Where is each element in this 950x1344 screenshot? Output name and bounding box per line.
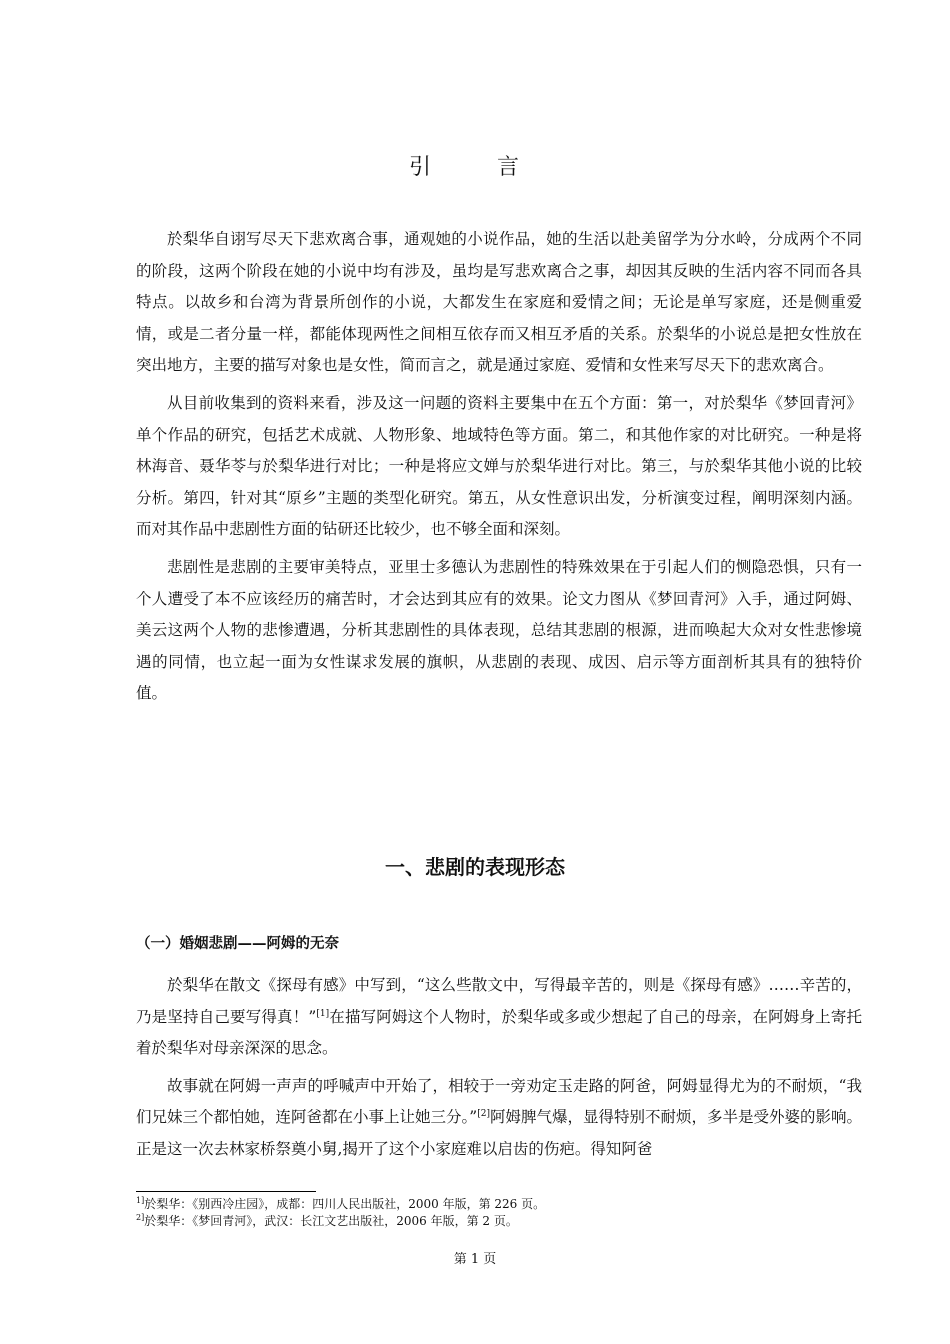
intro-paragraph: 从目前收集到的资料来看，涉及这一问题的资料主要集中在五个方面：第一，对於梨华《梦回青河》单个作品的研究，包括艺术成就、人物形象、地域特色等方面。第二，和其他作家的对比研究。一种是将林海音、聂华苓与於梨华进行对比；一种是将应文婵与於梨华进行对比。第三，与於梨华其他小说的比较分析。第四，针对其“原乡”主题的类型化研究。第五，从女性意识出发，分析演变过程，阐明深刻内涵。而对其作品中悲剧性方面的钻研还比较少，也不够全面和深刻。 bbox=[136, 393, 862, 539]
citation-ref[interactable]: [1] bbox=[316, 1008, 330, 1019]
footnote bbox=[136, 1196, 545, 1213]
paragraph-text: 故事就在阿姆一声声的呼喊声中开始了，相较于一旁劝定玉走路的阿爸，阿姆显得尤为的不耐烦，“我们兄妹三个都怕她，连阿爸都在小事上让她三分。” bbox=[136, 1076, 862, 1127]
footnote-mark: 1] bbox=[136, 1196, 145, 1205]
intro-paragraph: 於梨华自诩写尽天下悲欢离合事，通观她的小说作品，她的生活以赴美留学为分水岭，分成两个不同的阶段，这两个阶段在她的小说中均有涉及，虽均是写悲欢离合之事，却因其反映的生活内容不同而各具特点。以故乡和台湾为背景所创作的小说，大都发生在家庭和爱情之间；无论是单写家庭，还是侧重爱情，或是二者分量一样，都能体现两性之间相互依存而又相互矛盾的关系。於梨华的小说总是把女性放在突出地方，主要的描写对象也是女性，简而言之，就是通过家庭、爱情和女性来写尽天下的悲欢离合。 bbox=[136, 230, 862, 375]
section-body bbox=[136, 970, 862, 1172]
footnote-divider bbox=[136, 1191, 316, 1192]
page-number: 第 1 页 bbox=[453, 1252, 497, 1267]
footnote bbox=[136, 1213, 545, 1230]
footnote-text: 於梨华：《别西冷庄园》，成都：四川人民出版社，2000 年版，第 226 页。 bbox=[144, 1197, 546, 1211]
intro-paragraph: 悲剧性是悲剧的主要审美特点，亚里士多德认为悲剧性的特殊效果在于引起人们的恻隐恐惧，只有一个人遭受了本不应该经历的痛苦时，才会达到其应有的效果。论文力图从《梦回青河》入手，通过阿姆、美云这两个人物的悲惨遭遇，分析其悲剧性的具体表现，总结其悲剧的根源，进而唤起大众对女性悲惨境遇的同情，也立起一面为女性谋求发展的旗帜，从悲剧的表现、成因、启示等方面剖析其具有的独特价值。 bbox=[136, 557, 862, 703]
page-title: 引 言 bbox=[408, 155, 541, 180]
body-paragraph bbox=[136, 1071, 862, 1166]
paragraph-text: 阿姆脾气爆，显得特别不耐烦，多半是受外婆的影响。正是这一次去林家桥祭奠小舅,揭开了这个小家庭难以启齿的伤疤。得知阿爸 bbox=[136, 1108, 862, 1158]
citation-ref[interactable]: [2] bbox=[477, 1109, 490, 1120]
footnote-text: 於梨华：《梦回青河》，武汉：长江文艺出版社，2006 年版，第 2 页。 bbox=[144, 1214, 518, 1228]
paragraph-text: 在描写阿姆这个人物时，於梨华或多或少想起了自己的母亲，在阿姆身上寄托着於梨华对母亲深深的思念。 bbox=[136, 1007, 862, 1058]
body-paragraph bbox=[136, 970, 862, 1065]
subsection-heading: （一）婚姻悲剧——阿姆的无奈 bbox=[136, 936, 339, 952]
footnote-mark: 2] bbox=[136, 1213, 145, 1222]
intro-body bbox=[136, 224, 862, 716]
paragraph-text: 於梨华在散文《探母有感》中写到，“这么些散文中，写得最辛苦的，则是《探母有感》……辛苦的，乃是坚持自己要写得真！” bbox=[136, 976, 862, 1026]
footnotes bbox=[136, 1196, 545, 1230]
section-heading: 一、悲剧的表现形态 bbox=[385, 855, 565, 879]
